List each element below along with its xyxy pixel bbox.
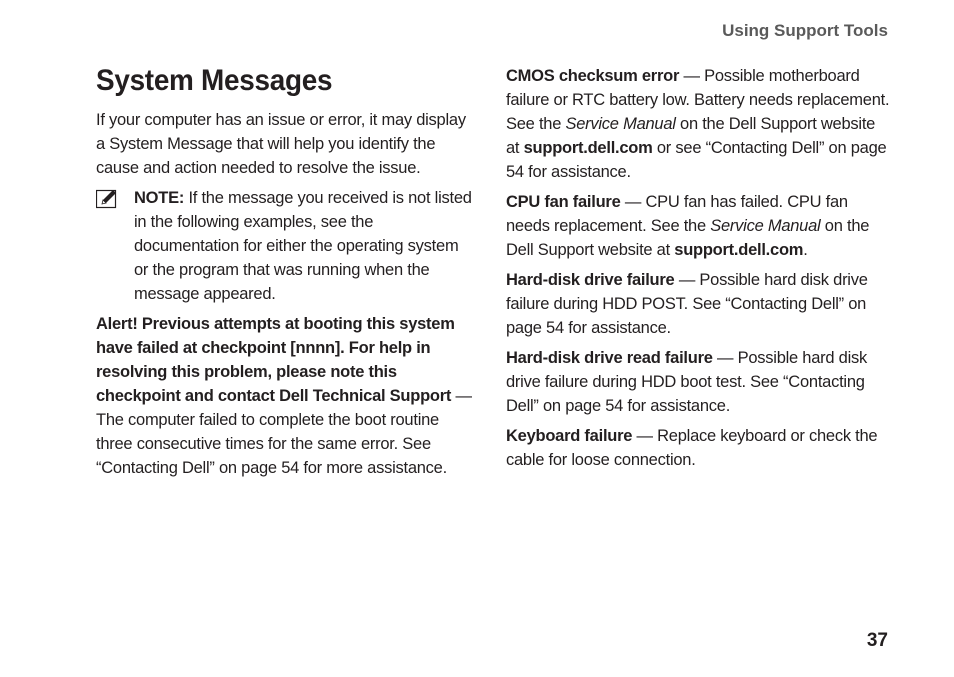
cpufan-term: CPU fan failure [506, 193, 621, 211]
cmos-term: CMOS checksum error [506, 67, 680, 85]
right-column [506, 64, 891, 478]
alert-desc: — The computer failed to complete the boot routine three consecutive times for the same error. See “Contacting Dell” on page 54 for more assistance. [96, 387, 472, 477]
message-keyboard [506, 424, 891, 472]
intro-paragraph: If your computer has an issue or error, it may display a System Message that will help you identify the cause and action needed to resolve the issue. [96, 111, 466, 177]
note-block [96, 186, 476, 306]
hdd-term: Hard-disk drive failure [506, 271, 675, 289]
running-header: Using Support Tools [722, 21, 888, 40]
note-text [134, 186, 476, 306]
hddread-desc: — Possible hard disk drive failure during HDD boot test. See “Contacting Dell” on page 54 for assistance. [506, 349, 867, 415]
cpufan-url: support.dell.com [674, 241, 804, 259]
page-title: System Messages [96, 64, 333, 97]
alert-term: Alert! Previous attempts at booting this system have failed at checkpoint [nnnn]. For help in resolving this problem, please note this checkpoint and contact Dell Technical Support [96, 315, 455, 405]
cpufan-desc-2: on the Dell Support website at [506, 217, 870, 259]
left-column [96, 64, 476, 486]
note-body: If the message you received is not listed in the following examples, see the documentation for either the operating system or the program that was running when the message appeared. [134, 189, 472, 303]
hddread-term: Hard-disk drive read failure [506, 349, 713, 367]
cpufan-desc: — CPU fan has failed. CPU fan needs replacement. See the [506, 193, 848, 235]
keyboard-desc: — Replace keyboard or check the cable for loose connection. [506, 427, 878, 469]
cmos-desc: — Possible motherboard failure or RTC battery low. Battery needs replacement. See the [506, 67, 890, 133]
page-number: 37 [866, 630, 888, 651]
cpufan-desc-3: . [803, 241, 808, 259]
message-hdd-read [506, 346, 891, 418]
note-label: NOTE: [134, 189, 185, 207]
message-cmos [506, 64, 891, 184]
cpufan-manual-ref: Service Manual [710, 217, 821, 235]
message-hdd [506, 268, 891, 340]
cmos-desc-3: or see “Contacting Dell” on page 54 for assistance. [506, 139, 887, 181]
hdd-desc: — Possible hard disk drive failure during HDD POST. See “Contacting Dell” on page 54 for assistance. [506, 271, 868, 337]
alert-message [96, 312, 476, 480]
pencil-note-icon [96, 186, 134, 306]
cmos-manual-ref: Service Manual [565, 115, 676, 133]
cmos-desc-2: on the Dell Support website at [506, 115, 876, 157]
cmos-url: support.dell.com [523, 139, 653, 157]
keyboard-term: Keyboard failure [506, 427, 633, 445]
message-cpu-fan [506, 190, 891, 262]
